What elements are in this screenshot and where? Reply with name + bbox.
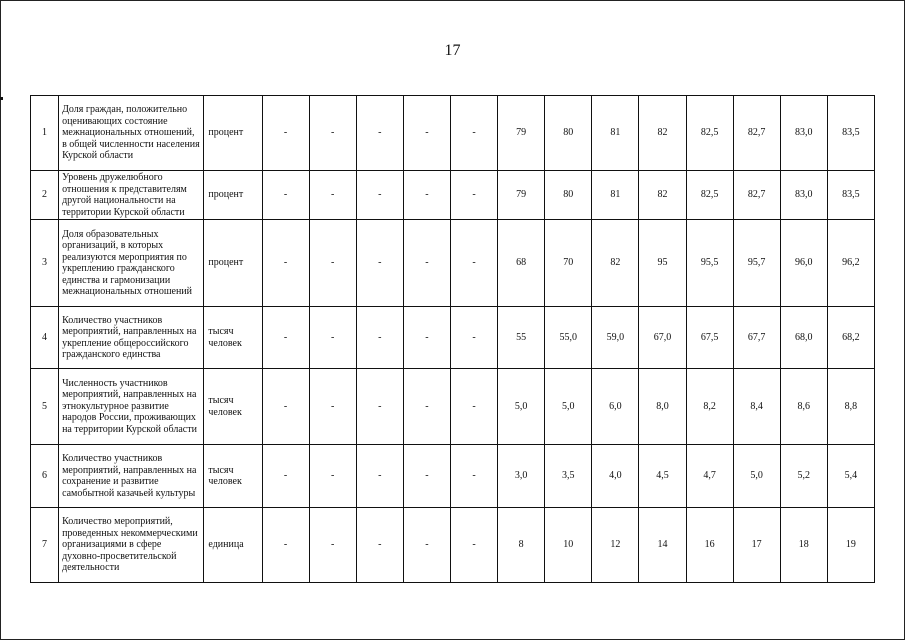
value-cell: 83,5	[827, 171, 874, 220]
table-row	[31, 220, 875, 307]
table-row	[31, 369, 875, 445]
value-cell: -	[262, 369, 309, 445]
value-cell: 83,5	[827, 96, 874, 171]
indicators-table	[30, 95, 875, 583]
value-cell: 14	[639, 508, 686, 583]
value-cell: 8,2	[686, 369, 733, 445]
value-cell: -	[450, 96, 497, 171]
value-cell: 81	[592, 171, 639, 220]
value-cell: 67,7	[733, 307, 780, 369]
row-number-cell: 6	[31, 445, 59, 508]
value-cell: -	[309, 220, 356, 307]
value-cell: 83,0	[780, 171, 827, 220]
value-cell: 5,4	[827, 445, 874, 508]
value-cell: -	[262, 307, 309, 369]
value-cell: -	[403, 445, 450, 508]
row-number-cell: 2	[31, 171, 59, 220]
value-cell: 3,0	[498, 445, 545, 508]
value-cell: -	[262, 220, 309, 307]
value-cell: 5,0	[733, 445, 780, 508]
value-cell: -	[356, 445, 403, 508]
value-cell: 4,7	[686, 445, 733, 508]
table-row	[31, 307, 875, 369]
value-cell: 4,0	[592, 445, 639, 508]
row-number-cell: 7	[31, 508, 59, 583]
indicator-name-cell: Численность участников мероприятий, направленных на этнокультурное развитие народов России, проживающих на территории Курской области	[59, 369, 204, 445]
value-cell: -	[450, 307, 497, 369]
page-number: 17	[444, 42, 461, 59]
value-cell: 80	[545, 96, 592, 171]
value-cell: 8,4	[733, 369, 780, 445]
value-cell: -	[450, 508, 497, 583]
unit-cell: процент	[204, 171, 262, 220]
value-cell: 6,0	[592, 369, 639, 445]
row-number-cell: 1	[31, 96, 59, 171]
value-cell: -	[403, 508, 450, 583]
value-cell: 82	[639, 171, 686, 220]
value-cell: -	[356, 508, 403, 583]
value-cell: 16	[686, 508, 733, 583]
value-cell: -	[262, 171, 309, 220]
value-cell: -	[309, 307, 356, 369]
unit-cell: процент	[204, 220, 262, 307]
value-cell: 80	[545, 171, 592, 220]
value-cell: 5,2	[780, 445, 827, 508]
value-cell: -	[309, 508, 356, 583]
value-cell: -	[356, 369, 403, 445]
value-cell: 8,6	[780, 369, 827, 445]
unit-cell: тысяч человек	[204, 307, 262, 369]
value-cell: 82,5	[686, 171, 733, 220]
value-cell: 3,5	[545, 445, 592, 508]
unit-cell: тысяч человек	[204, 369, 262, 445]
value-cell: 70	[545, 220, 592, 307]
value-cell: 55	[498, 307, 545, 369]
value-cell: 10	[545, 508, 592, 583]
value-cell: -	[403, 171, 450, 220]
value-cell: 8	[498, 508, 545, 583]
value-cell: 12	[592, 508, 639, 583]
indicator-name-cell: Количество участников мероприятий, направленных на укрепление общероссийского гражданского единства	[59, 307, 204, 369]
value-cell: 59,0	[592, 307, 639, 369]
row-number-cell: 5	[31, 369, 59, 445]
value-cell: -	[403, 220, 450, 307]
indicator-name-cell: Количество участников мероприятий, направленных на сохранение и развитие самобытной казачьей культуры	[59, 445, 204, 508]
value-cell: -	[262, 445, 309, 508]
value-cell: -	[450, 220, 497, 307]
value-cell: -	[356, 220, 403, 307]
value-cell: 4,5	[639, 445, 686, 508]
row-number-cell: 4	[31, 307, 59, 369]
value-cell: 67,0	[639, 307, 686, 369]
value-cell: -	[450, 369, 497, 445]
value-cell: -	[450, 445, 497, 508]
table-row	[31, 171, 875, 220]
value-cell: -	[356, 171, 403, 220]
value-cell: -	[262, 96, 309, 171]
row-number-cell: 3	[31, 220, 59, 307]
indicator-name-cell: Количество мероприятий, проведенных некоммерческими организациями в сфере духовно-просветительской деятельности	[59, 508, 204, 583]
margin-mark	[0, 97, 3, 100]
value-cell: 79	[498, 171, 545, 220]
value-cell: 83,0	[780, 96, 827, 171]
unit-cell: единица	[204, 508, 262, 583]
value-cell: -	[356, 307, 403, 369]
value-cell: -	[403, 307, 450, 369]
value-cell: 82,7	[733, 96, 780, 171]
value-cell: -	[356, 96, 403, 171]
value-cell: 82	[592, 220, 639, 307]
value-cell: 96,0	[780, 220, 827, 307]
value-cell: 8,8	[827, 369, 874, 445]
table-row	[31, 96, 875, 171]
indicator-name-cell: Уровень дружелюбного отношения к представителям другой национальности на территории Курской области	[59, 171, 204, 220]
value-cell: -	[450, 171, 497, 220]
value-cell: 82,5	[686, 96, 733, 171]
value-cell: 81	[592, 96, 639, 171]
value-cell: -	[403, 369, 450, 445]
value-cell: -	[309, 171, 356, 220]
value-cell: 68	[498, 220, 545, 307]
value-cell: -	[403, 96, 450, 171]
value-cell: 79	[498, 96, 545, 171]
value-cell: 19	[827, 508, 874, 583]
value-cell: 68,2	[827, 307, 874, 369]
value-cell: 17	[733, 508, 780, 583]
value-cell: 95,5	[686, 220, 733, 307]
value-cell: 82	[639, 96, 686, 171]
table-row	[31, 445, 875, 508]
value-cell: 95,7	[733, 220, 780, 307]
value-cell: 67,5	[686, 307, 733, 369]
table-row	[31, 508, 875, 583]
value-cell: -	[309, 445, 356, 508]
value-cell: 8,0	[639, 369, 686, 445]
indicator-name-cell: Доля образовательных организаций, в которых реализуются мероприятия по укреплению гражданского единства и гармонизации межнациональных отношений	[59, 220, 204, 307]
value-cell: 5,0	[498, 369, 545, 445]
value-cell: 55,0	[545, 307, 592, 369]
value-cell: 82,7	[733, 171, 780, 220]
value-cell: -	[262, 508, 309, 583]
value-cell: -	[309, 369, 356, 445]
value-cell: 96,2	[827, 220, 874, 307]
value-cell: 68,0	[780, 307, 827, 369]
value-cell: -	[309, 96, 356, 171]
value-cell: 5,0	[545, 369, 592, 445]
indicator-name-cell: Доля граждан, положительно оценивающих состояние межнациональных отношений, в общей численности населения Курской области	[59, 96, 204, 171]
unit-cell: тысяч человек	[204, 445, 262, 508]
unit-cell: процент	[204, 96, 262, 171]
value-cell: 95	[639, 220, 686, 307]
value-cell: 18	[780, 508, 827, 583]
